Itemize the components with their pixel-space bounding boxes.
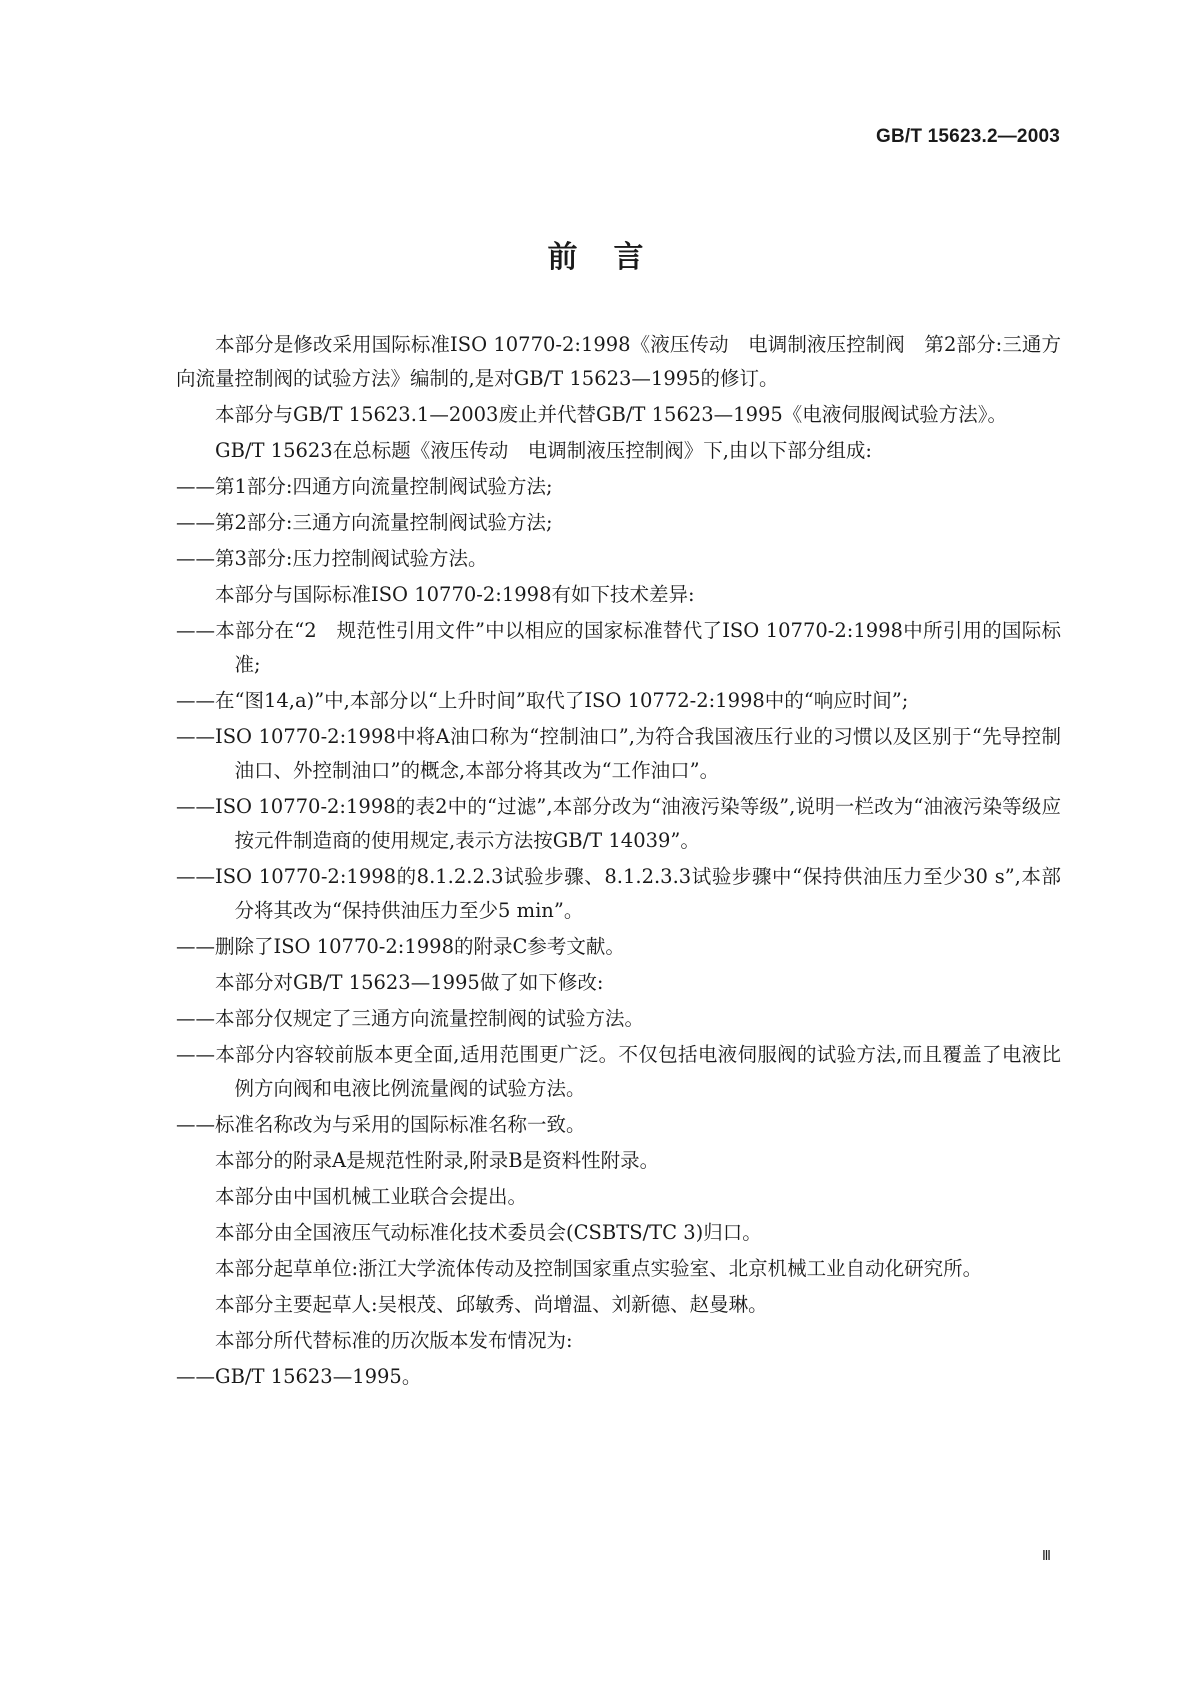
foreword-body xyxy=(176,328,1061,1396)
paragraph-drafting-organizations: 本部分起草单位:浙江大学流体传动及控制国家重点实验室、北京机械工业自动化研究所。 xyxy=(215,1257,983,1280)
list-item-part2: ——第2部分:三通方向流量控制阀试验方法; xyxy=(176,511,553,534)
page-title: 前言 xyxy=(547,240,680,275)
list-item-difference-5: ——ISO 10770-2:1998的8.1.2.2.3试验步骤、8.1.2.3.3试验步骤中“保持供油压力至少30 s”,本部分将其改为“保持供油压力至少5 min”。 xyxy=(176,865,1061,922)
list-item-modification-3: ——标准名称改为与采用的国际标准名称一致。 xyxy=(176,1113,586,1136)
list-item-difference-1: ——本部分在“2 规范性引用文件”中以相应的国家标准替代了ISO 10770-2:1998中所引用的国际标准; xyxy=(176,619,1061,676)
paragraph-structure: GB/T 15623在总标题《液压传动 电调制液压控制阀》下,由以下部分组成: xyxy=(215,439,872,462)
paragraph-previous-editions: 本部分所代替标准的历次版本发布情况为: xyxy=(215,1329,573,1352)
list-item-difference-2: ——在“图14,a)”中,本部分以“上升时间”取代了ISO 10772-2:1998中的“响应时间”; xyxy=(176,689,909,712)
paragraph-technical-committee: 本部分由全国液压气动标准化技术委员会(CSBTS/TC 3)归口。 xyxy=(215,1221,762,1244)
paragraph-adoption: 本部分是修改采用国际标准ISO 10770-2:1998《液压传动 电调制液压控制阀 第2部分:三通方向流量控制阀的试验方法》编制的,是对GB/T 15623—1995的修订。 xyxy=(176,333,1061,390)
paragraph-annexes: 本部分的附录A是规范性附录,附录B是资料性附录。 xyxy=(215,1149,660,1172)
list-item-difference-4: ——ISO 10770-2:1998的表2中的“过滤”,本部分改为“油液污染等级”,说明一栏改为“油液污染等级应按元件制造商的使用规定,表示方法按GB/T 14039”。 xyxy=(176,795,1061,852)
paragraph-technical-differences: 本部分与国际标准ISO 10770-2:1998有如下技术差异: xyxy=(215,583,695,606)
list-item-modification-1: ——本部分仅规定了三通方向流量控制阀的试验方法。 xyxy=(176,1007,645,1030)
list-item-difference-6: ——删除了ISO 10770-2:1998的附录C参考文献。 xyxy=(176,935,625,958)
list-item-part3: ——第3部分:压力控制阀试验方法。 xyxy=(176,547,488,570)
list-item-previous-edition: ——GB/T 15623—1995。 xyxy=(176,1365,422,1388)
paragraph-proposed-by: 本部分由中国机械工业联合会提出。 xyxy=(215,1185,528,1208)
list-item-difference-3: ——ISO 10770-2:1998中将A油口称为“控制油口”,为符合我国液压行业的习惯以及区别于“先导控制油口、外控制油口”的概念,本部分将其改为“工作油口”。 xyxy=(176,725,1061,782)
document-code: GB/T 15623.2—2003 xyxy=(875,126,1060,147)
paragraph-modifications: 本部分对GB/T 15623—1995做了如下修改: xyxy=(215,971,604,994)
paragraph-replacement: 本部分与GB/T 15623.1—2003废止并代替GB/T 15623—1995《电液伺服阀试验方法》。 xyxy=(215,403,1008,426)
page-number: Ⅲ xyxy=(1042,1549,1051,1564)
list-item-part1: ——第1部分:四通方向流量控制阀试验方法; xyxy=(176,475,553,498)
list-item-modification-2: ——本部分内容较前版本更全面,适用范围更广泛。不仅包括电液伺服阀的试验方法,而且覆盖了电液比例方向阀和电液比例流量阀的试验方法。 xyxy=(176,1043,1061,1100)
paragraph-drafters: 本部分主要起草人:吴根茂、邱敏秀、尚增温、刘新德、赵曼琳。 xyxy=(215,1293,768,1316)
